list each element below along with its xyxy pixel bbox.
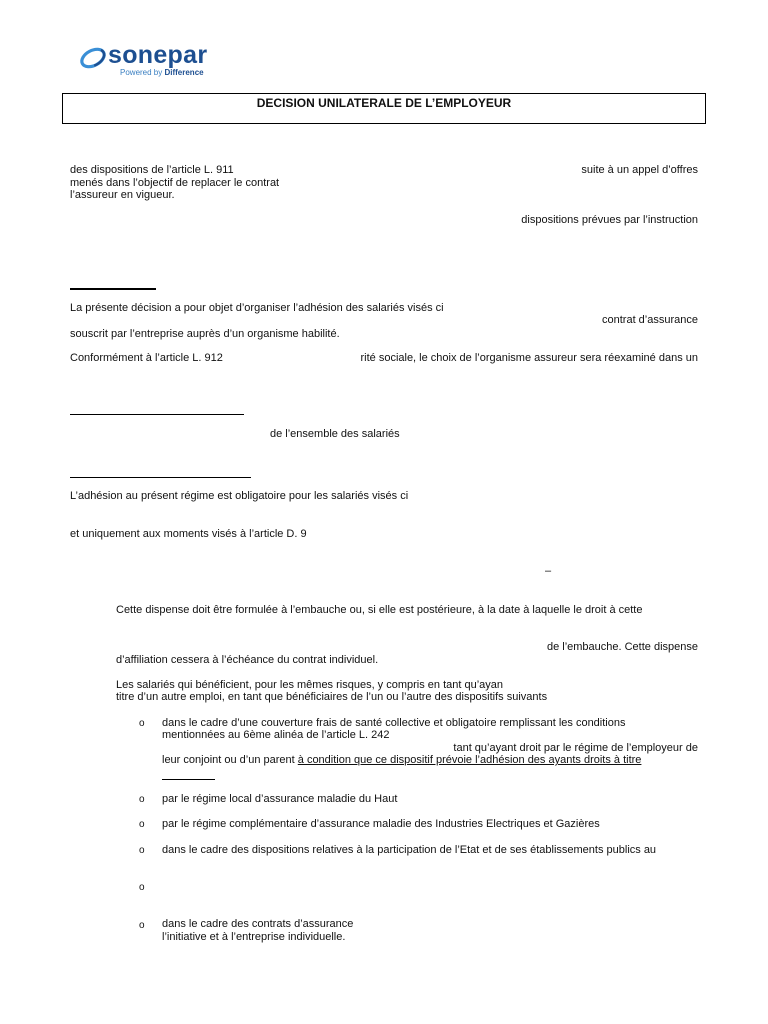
- underline-continuation-rule: [162, 779, 215, 780]
- section-heading-rule: [70, 414, 244, 415]
- objet-line-2-right: contrat d’assurance: [602, 314, 698, 326]
- bullet-1-line-4: [162, 754, 641, 767]
- logo-brand-text: sonepar: [108, 41, 208, 69]
- dispense-line-4: Les salariés qui bénéficient, pour les mêmes risques, y compris en tant qu’ayan: [116, 679, 504, 691]
- bullet-1-line-3-right: tant qu’ayant droit par le régime de l’employeur de: [453, 742, 698, 754]
- list-bullet-marker: o: [139, 920, 145, 931]
- adhesion-line-1: L’adhésion au présent régime est obligatoire pour les salariés visés ci: [70, 490, 409, 502]
- section-heading-rule: [70, 288, 156, 290]
- intro-line-4-right: dispositions prévues par l’instruction: [521, 214, 698, 226]
- logo-tagline-bold: Difference: [164, 68, 204, 77]
- dispense-line-3: d’affiliation cessera à l’échéance du contrat individuel.: [116, 654, 379, 666]
- intro-line-2: menés dans l’objectif de replacer le contrat: [70, 177, 280, 189]
- bullet-1-line-4-underlined: à condition que ce dispositif prévoie l’adhésion des ayants droits à titre: [297, 754, 642, 766]
- logo-tagline-prefix: Powered by: [120, 68, 165, 77]
- bullet-1-line-2: mentionnées au 6ème alinéa de l’article L. 242: [162, 729, 390, 741]
- adhesion-line-2: et uniquement aux moments visés à l’article D. 9: [70, 528, 307, 540]
- bullet-4: dans le cadre des dispositions relatives à la participation de l’Etat et de ses établissements publics au: [162, 844, 657, 856]
- dispense-line-2-right: de l’embauche. Cette dispense: [546, 641, 698, 653]
- section-heading-rule: [70, 477, 251, 478]
- logo-tagline: [120, 68, 204, 78]
- dispense-line-5: titre d’un autre emploi, en tant que bénéficiaires de l’un ou l’autre des dispositifs suivants: [116, 691, 548, 703]
- sonepar-logo: [78, 41, 228, 80]
- list-bullet-marker: o: [139, 718, 145, 729]
- bullet-6-line-2: l’initiative et à l’entreprise individuelle.: [162, 931, 346, 943]
- bullet-3: par le régime complémentaire d’assurance maladie des Industries Electriques et Gazières: [162, 818, 600, 830]
- beneficiaires-line-1: de l’ensemble des salariés: [270, 428, 400, 440]
- objet-line-1: La présente décision a pour objet d’organiser l’adhésion des salariés visés ci: [70, 302, 444, 314]
- list-bullet-marker: o: [139, 845, 145, 856]
- objet-line-3: souscrit par l’entreprise auprès d’un organisme habilité.: [70, 328, 340, 340]
- intro-line-3: l’assureur en vigueur.: [70, 189, 175, 201]
- dispense-line-1: Cette dispense doit être formulée à l’embauche ou, si elle est postérieure, à la date à laquelle le droit à cette: [116, 604, 643, 616]
- sonepar-logo-icon: [78, 44, 108, 72]
- list-bullet-marker: o: [139, 882, 145, 893]
- document-title: DECISION UNILATERALE DE L’EMPLOYEUR: [62, 93, 706, 124]
- intro-line-1-right: suite à un appel d’offres: [581, 164, 698, 176]
- objet-line-4-right: rité sociale, le choix de l’organisme assureur sera réexaminé dans un: [360, 352, 698, 364]
- intro-line-1-left: des dispositions de l’article L. 911: [70, 164, 234, 176]
- list-bullet-marker: o: [139, 794, 145, 805]
- bullet-6-line-1: dans le cadre des contrats d’assurance: [162, 918, 354, 930]
- bullet-1-line-4-left: leur conjoint ou d’un parent: [162, 754, 298, 766]
- adhesion-dash: –: [545, 565, 552, 577]
- list-bullet-marker: o: [139, 819, 145, 830]
- bullet-1-line-1: dans le cadre d’une couverture frais de santé collective et obligatoire remplissant les conditions: [162, 717, 626, 729]
- bullet-2: par le régime local d’assurance maladie du Haut: [162, 793, 398, 805]
- objet-line-4-left: Conformément à l’article L. 912: [70, 352, 223, 364]
